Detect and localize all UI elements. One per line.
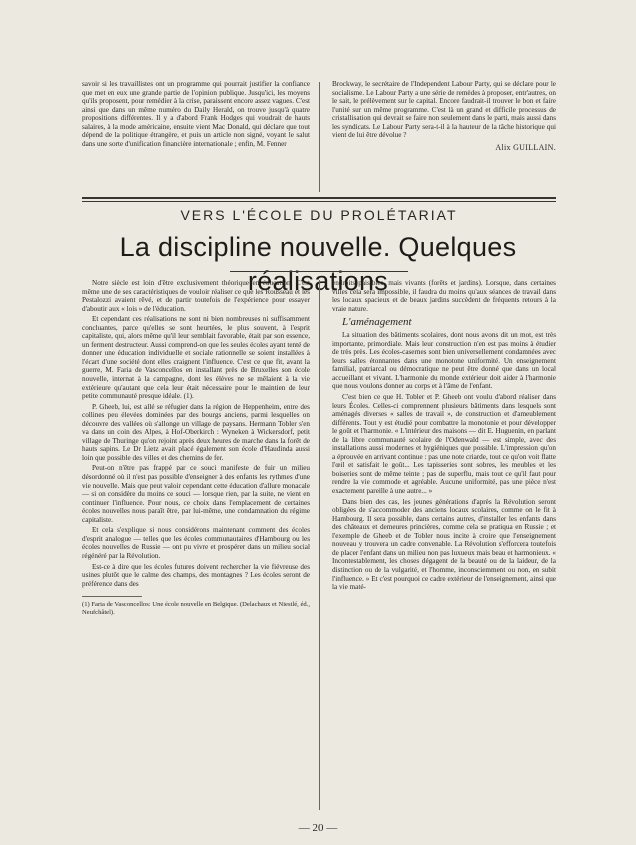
page-number: — 20 — xyxy=(298,822,338,834)
paragraph: P. Gheeb, lui, est allé se réfugier dans la région de Heppenheim, entre des collines peu élevées dominées par des bourgs anciens, parmi lesquelles on découvre des vallées où s'allonge un village de paysans. Hermann Tobler s'en va dans un coin des Alpes, à Hof-Oberkirch : Wyneken à Wickersdorf, petit village de Thuringe qu'on rejoint après deux heures de marche dans la forêt de hauts sapins. Le Dr Lietz avait placé également son école d'Haudinda aussi loin que possible des villes et des chemins de fer. xyxy=(82,402,310,462)
article-right-column xyxy=(332,279,556,592)
subheading: L'aménagement xyxy=(342,316,412,329)
top-left-column xyxy=(82,80,310,148)
paragraph: Et cependant ces réalisations ne sont ni bien nombreuses ni suffisamment concluantes, parce qu'elles se sont heurtées, le plus souvent, à l'esprit capitaliste, qui, alors même qu'il leur semblait favorable, était par son essence, un ferment destructeur. Aussi comprend-on que les seules écoles ayant tenté de donner une éducation individuelle et sociale rationnelle se soient installées à l'écart d'une société dont elles craignent l'influence. C'est ce que fit, avant la guerre, M. Faria de Vasconcellos en installant près de Bruxelles son école nouvelle, internat à la campagne, dont les élèves ne se mêlaient à la vie extérieure qu'autant que cela leur était nécessaire pour le maintien de leur petite communauté presque idéale. (1). xyxy=(82,315,310,401)
top-right-text: Brockway, le secrétaire de l'Independent Labour Party, qui se déclare pour le socialisme. Le Labour Party a une série de remèdes à proposer, entr'autres, on le sait, le prélèvement sur le capital. Encore faudrait-il trouver le bon et faire l'unité sur un même programme. C'est là un grand et difficile processus de cristallisation qui devrait se faire non seulement dans le parti, mais aussi dans les syndicats. Le Labour Party sera-t-il à la hauteur de la tâche historique qui vient de lui être dévolue ? xyxy=(332,80,556,140)
paragraph: Peut-on n'être pas frappé par ce souci manifeste de fuir un milieu désordonné où il n'est pas possible d'enseigner à des enfants les rythmes d'une vie nouvelle. Mais que peut valoir cependant cette éducation d'allure monacale — si on considère du moins ce souci — lorsque rien, par la suite, ne vient en continuer l'influence. Pour nous, ce choix dans l'emplacement de certaines écoles nouvelles nous paraît être, par lui-même, une condamnation du régime capitaliste. xyxy=(82,464,310,524)
paragraph: Notre siècle est loin d'être exclusivement théorique en éducation. C'est même une de ses caractéristiques de vouloir réaliser ce que les Rousseau et les Pestalozzi avaient rêvé, et de partir toutefois de l'expérience pour essayer d'aboutir aux « lois » de l'éducation. xyxy=(82,279,310,313)
paragraph: endroits paisibles, mais vivants (forêts et jardins). Lorsque, dans certaines villes cela sera impossible, il faudra du moins qu'aux séances de travail dans les locaux spacieux et de beaux jardins succèdent de fréquents retours à la vraie nature. xyxy=(332,279,556,313)
title-underline xyxy=(230,271,408,272)
footnote: (1) Faria de Vasconcellos: Une école nouvelle en Belgique. (Delachaux et Niestlé, éd., Neufchâtel). xyxy=(82,601,310,617)
author-signature: Alix GUILLAIN. xyxy=(495,142,556,152)
paragraph: Et cela s'explique si nous considérons maintenant comment des écoles d'esprit analogue — telles que les écoles communautaires d'Hambourg ou les écoles nouvelles de Russie — ont pu vivre et prospérer dans un milieu social régénéré par la Révolution. xyxy=(82,526,310,560)
article-column-divider xyxy=(319,280,320,810)
top-column-divider xyxy=(319,82,320,192)
top-right-column xyxy=(332,80,556,152)
article-title: La discipline nouvelle. Quelques réalisations xyxy=(119,232,517,296)
footnote-rule xyxy=(82,596,142,597)
paragraph: La situation des bâtiments scolaires, dont nous avons dit un mot, est très importante, primordiale. Mais leur construction n'en est pas moins à étudier de très près. Les écoles-casernes sont bien universellement condamnées avec leurs salles étonnantes dans une monotone uniformité. Un enseignement familial, patriarcal ou démocratique ne peut être donné que dans un local accueillant et vivant. L'harmonie du monde extérieur doit aider à l'harmonie que nous voulons donner au corps et à l'âme de l'enfant. xyxy=(332,331,556,391)
paragraph: Dans bien des cas, les jeunes générations d'après la Révolution seront obligées de s'accommoder des anciens locaux scolaires, comme on le fit à Hambourg. Il sera possible, dans certains autres, d'installer les enfants dans des châteaux et demeures princières, comme cela se pratiqua en Russie ; et l'exemple de Gheeb et de Tobler nous incite à croire que l'enseignement nouveau y trouvera un cadre convenable. La Révolution s'efforcera toutefois de placer l'enfant dans un milieu non pas luxueux mais beau et harmonieux. « Incontestablement, les choses dégagent de la beauté ou de la laideur, de la distinction ou de la vulgarité, et l'homme, inconsciemment ou non, en subit l'influence. » Et c'est pourquoi ce cadre extérieur de l'enseignement, ainsi que la vie maté- xyxy=(332,497,556,592)
section-rule-top-thin xyxy=(82,201,556,202)
section-rule-top xyxy=(82,197,556,199)
article-left-column xyxy=(82,279,310,617)
series-heading: VERS L'ÉCOLE DU PROLÉTARIAT xyxy=(180,207,458,223)
paragraph: Est-ce à dire que les écoles futures doivent rechercher la vie fiévreuse des usines plutôt que le calme des champs, des montagnes ? Les écoles seront de préférence dans des xyxy=(82,562,310,588)
top-left-text: savoir si les travaillistes ont un programme qui pourrait justifier la confiance que met en eux une grande partie de l'opinion publique. Jusqu'ici, les moyens qu'ils proposent, pour remédier à la crise, paraissent encore assez vagues. C'est ainsi que dans un même numéro du Daily Herald, on trouve jusqu'à quatre propositions différentes. Il y a d'abord Frank Hodges qui voudrait de hauts salaires, à la mode américaine, ensuite vient Mac Donald, qui déclare que tout dépend de la politique étrangère, et puis un article non signé, voyant le salut dans une sorte d'unification financière internationale ; enfin, M. Fenner xyxy=(82,80,310,148)
paragraph: C'est bien ce que H. Tobler et P. Gheeb ont voulu d'abord réaliser dans leurs Écoles. Celles-ci comprennent plusieurs bâtiments dans lesquels sont aménagés diverses « salles de travail », de construction et d'ameublement différents. Tout y est étudié pour combattre la monotonie et pour développer le goût et l'harmonie. « L'intérieur des maisons — dit E. Huguenin, en parlant de la libre communauté scolaire de l'Odenwald — est simple, avec des installations aussi modernes et hygiéniques que possible. L'impression qu'on a éprouvée en arrivant continue : pas une note criarde, tout ce qu'on voit flatte l'œil et satisfait le goût... Les tapisseries sont sobres, les meubles et les boiseries sont de même teinte ; pas de superflu, mais tout ce qu'il faut pour rendre la vie commode et agréable. Aucune uniformité, pas une pièce n'est exactement pareille à une autre... » xyxy=(332,393,556,496)
